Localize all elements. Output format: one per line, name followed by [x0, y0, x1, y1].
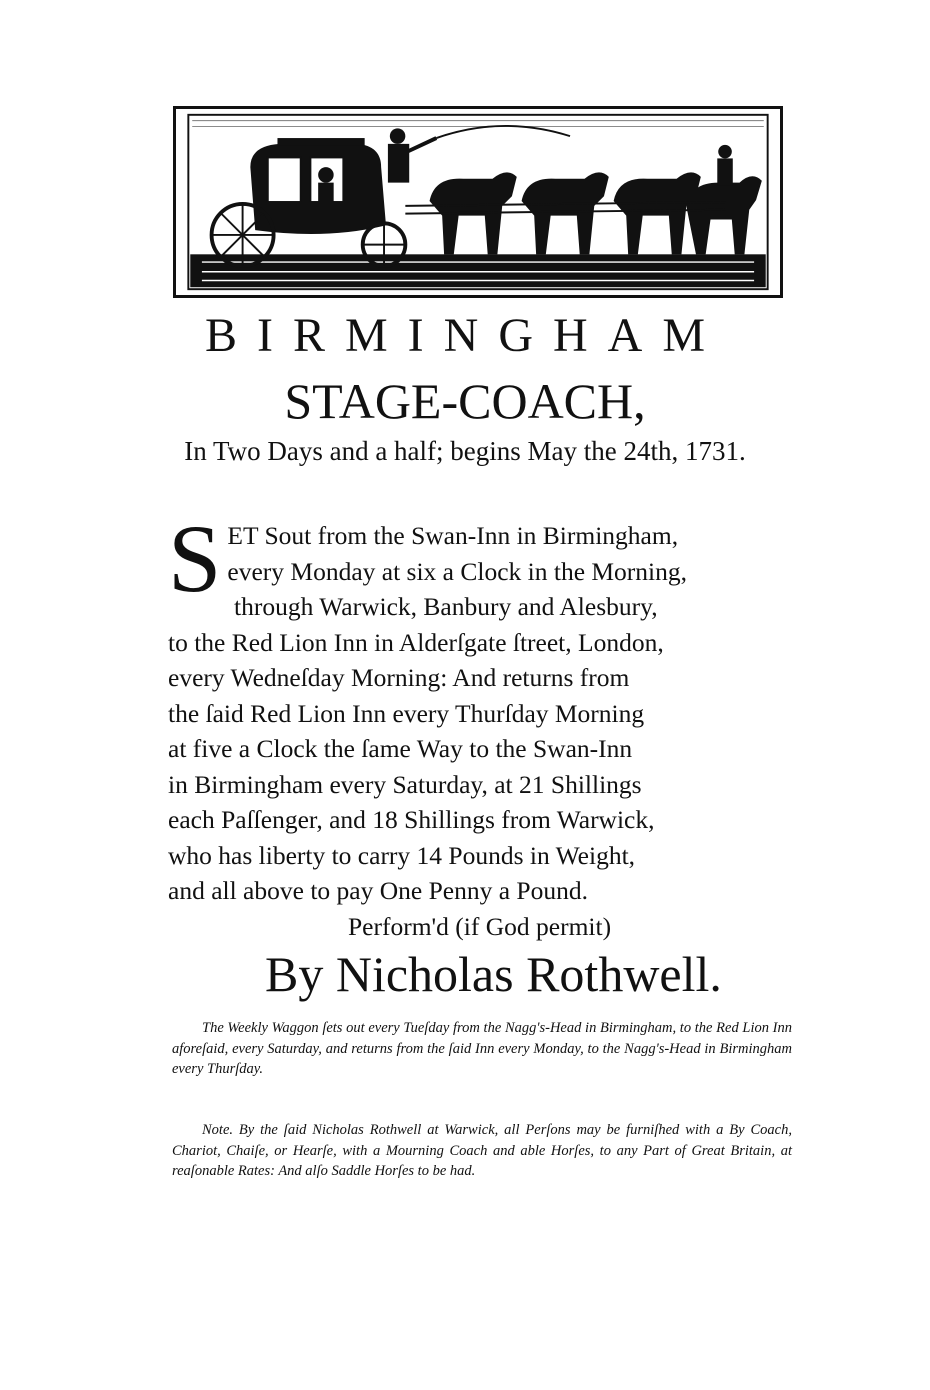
body-line: every Wedneſday Morning: And returns from [168, 663, 630, 692]
signature-line: By Nicholas Rothwell. [265, 946, 722, 1002]
announcement-body [168, 505, 788, 944]
body-line: the ſaid Red Lion Inn every Thurſday Morning [168, 698, 645, 728]
body-line: through Warwick, Banbury and Alesbury, [234, 592, 658, 621]
hire-note-text: Note. By the ſaid Nicholas Rothwell at Warwick, all Perſons may be furniſhed with a By Coach, Chariot, Chaiſe, or Hearſe, with a Mourning Coach and able Horſes, to any Part of Great Britain, at reaſonable Rates: And alſo Saddle Horſes to be had. [172, 1122, 792, 1179]
poster-title-stage-coach: STAGE-COACH, [284, 373, 646, 429]
waggon-note-text: The Weekly Waggon ſets out every Tueſday from the Nagg's-Head in Birmingham, to the Red Lion Inn aforeſaid, every Saturday, and returns from the ſaid Inn every Monday, to the Nagg's-Head in Birmingham every Thurſday. [172, 1020, 792, 1077]
body-line: every Monday at six a Clock in the Morning, [227, 556, 688, 586]
body-line: ET Sout from the Swan-Inn in Birmingham, [227, 521, 679, 550]
bottom-margin [0, 1300, 930, 1390]
stagecoach-woodcut-icon [173, 106, 783, 298]
waggon-note [172, 1018, 792, 1080]
body-line: to the Red Lion Inn in Alderſgate ſtreet, London, [168, 627, 664, 657]
hire-note [172, 1120, 792, 1182]
body-line: and all above to pay One Penny a Pound. [168, 876, 588, 905]
body-line: in Birmingham every Saturday, at 21 Shillings [168, 769, 642, 799]
body-line: who has liberty to carry 14 Pounds in Weight, [168, 840, 636, 870]
body-line: each Paſſenger, and 18 Shillings from Warwick, [168, 805, 655, 834]
dropcap-letter: S [168, 505, 222, 612]
closing-line: Perform'd (if God permit) [348, 911, 612, 941]
poster-subtitle: In Two Days and a half; begins May the 24th, 1731. [184, 436, 746, 466]
body-line: at five a Clock the ſame Way to the Swan-Inn [168, 734, 633, 763]
poster-title-birmingham: BIRMINGHAM [204, 309, 725, 362]
